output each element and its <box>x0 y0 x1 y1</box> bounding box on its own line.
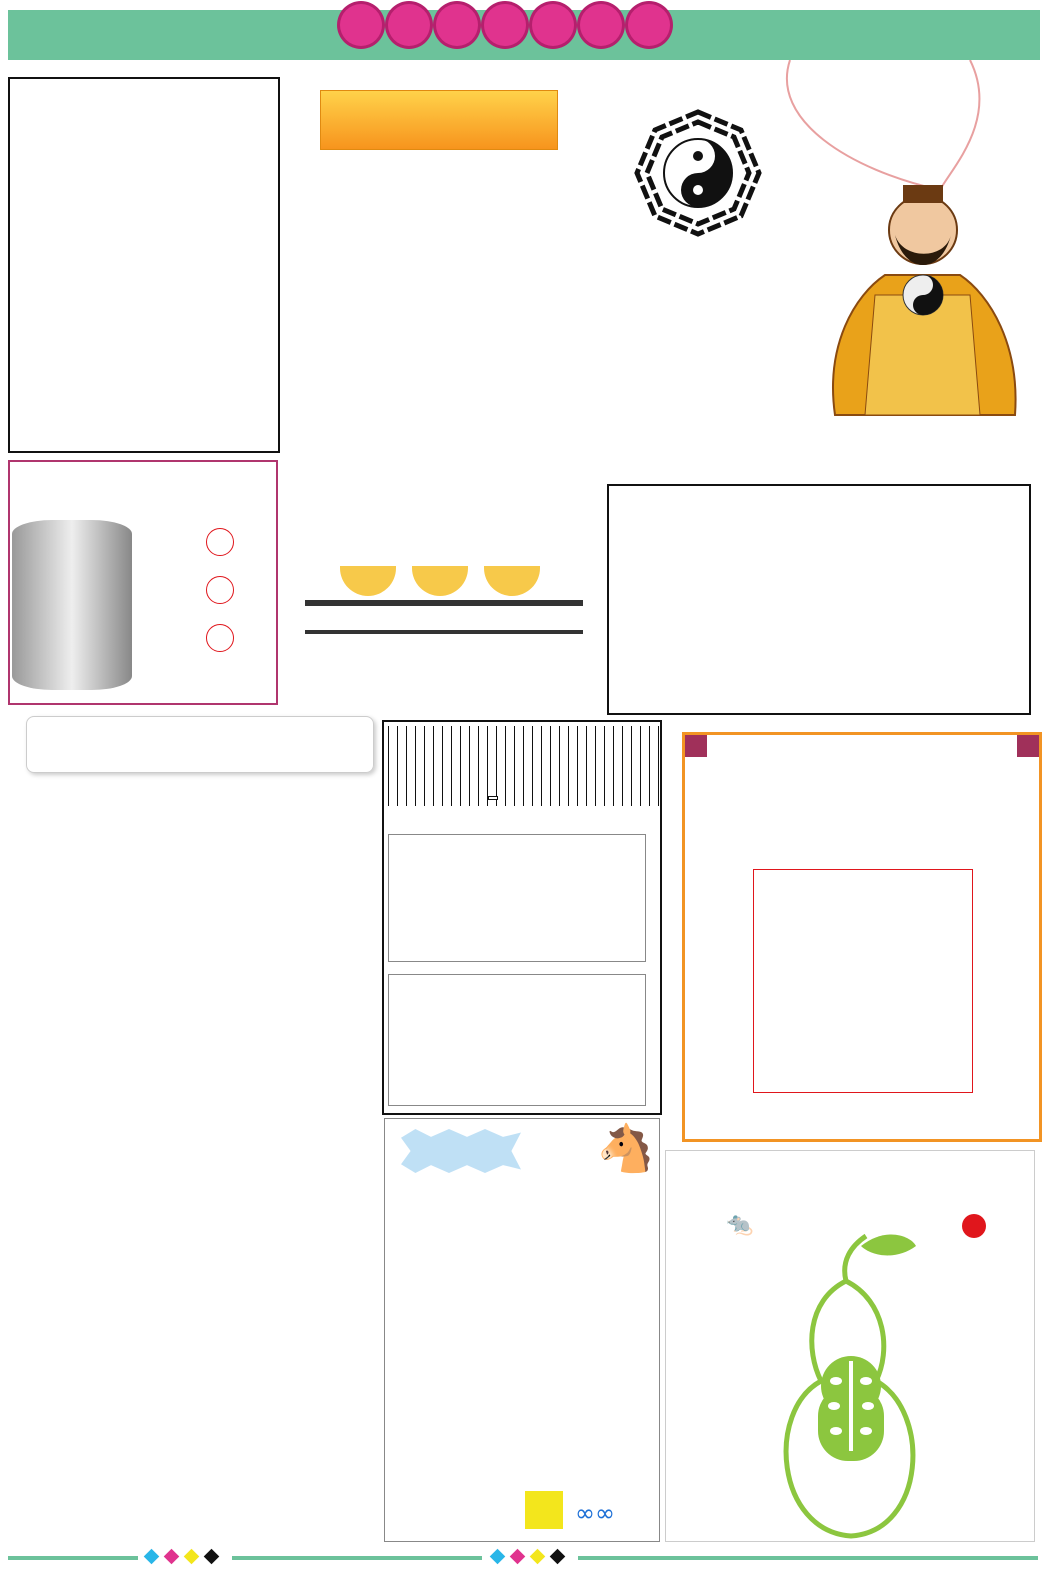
pear-panel <box>665 1150 1035 1542</box>
mahui-stamp <box>525 1491 563 1529</box>
puzzle-grid <box>753 869 973 1093</box>
title-char <box>388 4 430 46</box>
horseshoe-logo-icon: ∞∞ <box>575 1499 615 1527</box>
kill-author-tag <box>488 796 498 800</box>
palace-number <box>206 624 234 652</box>
footer-line <box>8 1556 138 1560</box>
lucky-direction-can <box>12 520 132 690</box>
mahui-logo <box>320 90 558 150</box>
kill-zodiac-panel <box>382 720 662 1115</box>
sage-figure-icon <box>815 165 1030 420</box>
footer-diamond <box>530 1549 546 1565</box>
horse-icon: 🐴 <box>597 1121 655 1175</box>
title-char <box>436 4 478 46</box>
kill-bottom-grid <box>388 974 646 1106</box>
zodiac-table-title <box>26 716 374 773</box>
footer-diamond <box>144 1549 160 1565</box>
corner-mark <box>1017 735 1039 757</box>
corner-mark <box>685 735 707 757</box>
title-char <box>532 4 574 46</box>
title-char <box>484 4 526 46</box>
kill-bars <box>388 726 660 806</box>
special-puzzle-panel <box>682 732 1042 1142</box>
stamp-text <box>525 1491 563 1529</box>
palace-number <box>206 576 234 604</box>
svg-text:🐀: 🐀 <box>726 1212 754 1237</box>
analysis-panel <box>607 484 1031 715</box>
pear-illustration-icon <box>666 1151 1036 1543</box>
ingot-char <box>484 566 540 596</box>
footer-diamond <box>204 1549 220 1565</box>
footer-line <box>232 1556 482 1560</box>
ingot-char <box>412 566 468 596</box>
footer-diamond <box>490 1549 506 1565</box>
abacus-icon <box>305 600 583 700</box>
palace-number <box>206 528 234 556</box>
kill-top-grid <box>388 834 646 962</box>
page-title <box>340 4 670 44</box>
title-char <box>580 4 622 46</box>
title-char <box>340 4 382 46</box>
ingot-char <box>340 566 396 596</box>
title-char <box>628 4 670 46</box>
poem-panel <box>8 77 280 453</box>
bagua-icon <box>633 108 763 238</box>
footer-line <box>578 1556 1038 1560</box>
news-title <box>401 1129 521 1173</box>
footer-diamond <box>164 1549 180 1565</box>
footer-diamond <box>510 1549 526 1565</box>
footer-diamond <box>184 1549 200 1565</box>
footer-diamond <box>550 1549 566 1565</box>
news-panel <box>384 1118 660 1542</box>
